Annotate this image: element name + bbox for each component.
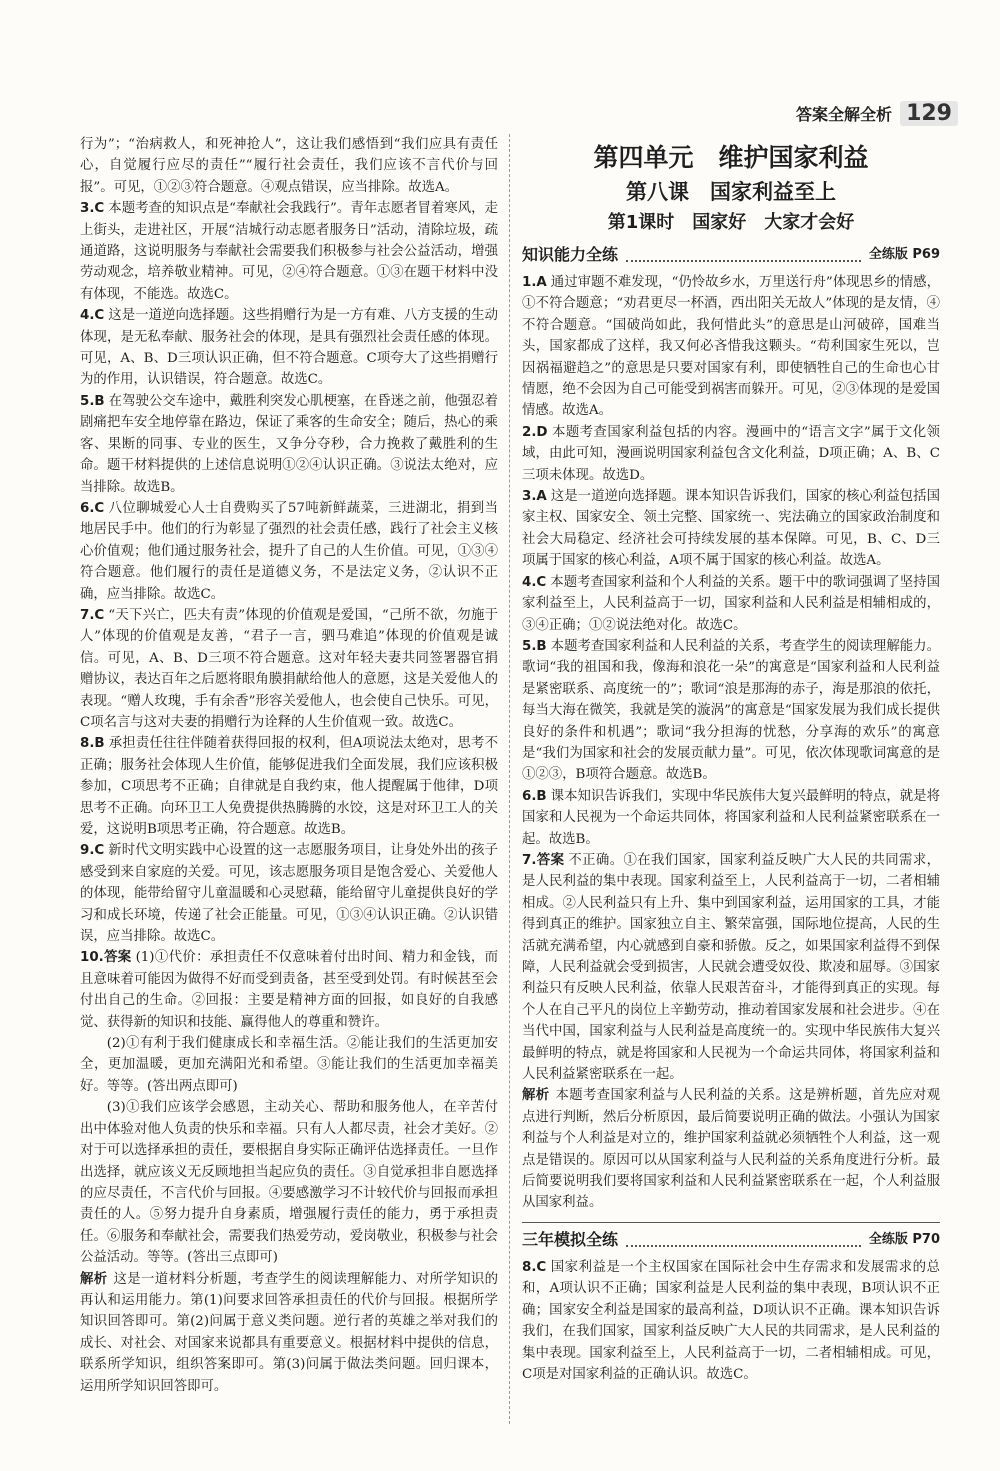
answer-10 bbox=[80, 947, 498, 1033]
r-answer-6-text: 课本知识告诉我们，实现中华民族伟大复兴最鲜明的特点，就是将国家和人民视为一个命运共同体，将国家利益和人民利益紧密联系在一起。故选B。 bbox=[522, 788, 940, 847]
analysis-text: 这是一道材料分析题，考查学生的阅读理解能力、对所学知识的再认和运用能力。第(1)问要求回答承担责任的代价与回报。根据所学知识回答即可。第(2)问属于意义类问题。逆行者的英雄之举对我们的成长、对社会、对国家来说都具有重要意义。根据材料中提供的信息，联系所学知识，组织答案即可。第(3)问属于做法类问题。回归课本，运用所学知识回答即可。 bbox=[80, 1271, 499, 1394]
answer-10-part2: (2)①有利于我们健康成长和幸福生活。②能让我们的生活更加安全，更加温暖，更加充满阳光和希望。③能让我们的生活更加幸福美好。等等。(答出两点即可) bbox=[80, 1036, 498, 1094]
r-answer-1 bbox=[522, 272, 940, 422]
lesson-title: 第八课 国家利益至上 bbox=[626, 180, 836, 204]
answer-8 bbox=[80, 733, 498, 840]
r-answer-1-text: 通过审题不难发现，“仍怜故乡水，万里送行舟”体现思乡的情感，①不符合题意；“劝君更尽一杯酒，西出阳关无故人”体现的是友情，④不符合题意。“国破尚如此，我何惜此头”的意思是山河破碎，国难当头，国家都成了这样，我又何必吝惜我这颗头。“苟利国家生死以，岂因祸福避趋之”的意思是只要对国家有利，即使牺牲自己的生命也心甘情愿，绝不会因为自己可能受到祸害而躲开。可见，②③体现的是爱国情感。故选A。 bbox=[522, 275, 940, 419]
answer-3-number: 3.C bbox=[80, 201, 105, 217]
r-answer-2-text: 本题考查国家利益包括的内容。漫画中的“语言文字”属于文化领域，由此可知，漫画说明国家利益包含文化利益，D项正确；A、B、C三项未体现。故选D。 bbox=[522, 424, 940, 483]
section-ref: 全练版 P70 bbox=[868, 1232, 940, 1248]
answer-10-part3: (3)①我们应该学会感恩，主动关心、帮助和服务他人，在辛苦付出中体验对他人负责的快乐和幸福。只有人人都尽责，社会才美好。②对于可以选择承担的责任，要根据自身实际正确评估选择责任。一旦作出选择，就应该义无反顾地担当起应负的责任。③自觉承担非自愿选择的应尽责任，不言代价与回报。④要感激学习不计较代价与回报而承担责任的人。⑤努力提升自身素质，增强履行责任的能力，勇于承担责任。⑥服务和奉献社会，需要我们热爱劳动，爱岗敬业，积极参与社会公益活动。等等。(答出三点即可) bbox=[80, 1100, 498, 1266]
page-number: 129 bbox=[900, 101, 958, 126]
r-answer-3-text: 这是一道逆向选择题。课本知识告诉我们，国家的核心利益包括国家主权、国家安全、领土完整、国家统一、宪法确立的国家政治制度和社会大局稳定、经济社会可持续发展的基本保障。可见，B、C、D三项属于国家的核心利益，A项不属于国家的核心利益。故选A。 bbox=[522, 489, 940, 569]
column-divider bbox=[509, 134, 510, 1424]
r-answer-8-text: 国家利益是一个主权国家在国际社会中生存需求和发展需求的总和，A项认识不正确；国家利益是人民利益的集中表现，B项认识不正确；国家安全利益是国家的最高利益，D项认识不正确。课本知识告诉我们，在我们国家，国家利益反映广大人民的共同需求，是人民利益的集中表现。国家利益至上，人民利益高于一切，二者相辅相成。可见，C项是对国家利益的正确认识。故选C。 bbox=[522, 1259, 940, 1382]
answer-4 bbox=[80, 305, 498, 391]
r-answer-3 bbox=[522, 486, 940, 572]
q2-continuation: 行为”；“治病救人，和死神抢人”，这让我们感悟到“我们应具有责任心，自觉履行应尽的责任”“履行社会责任，我们应该不言代价与回报”。可见，①②③符合题意。④观点错误，应当排除。故选A。 bbox=[80, 137, 498, 195]
answer-9-number: 9.C bbox=[80, 843, 105, 859]
r-answer-8-number: 8.C bbox=[522, 1259, 547, 1275]
r-answer-1-number: 1.A bbox=[522, 275, 547, 290]
section-dots bbox=[626, 248, 861, 262]
r-analysis-label: 解析 bbox=[522, 1088, 550, 1104]
period-title: 第1课时 国家好 大家才会好 bbox=[607, 212, 855, 233]
r-answer-6-number: 6.B bbox=[522, 788, 547, 804]
section-three-year-mock bbox=[522, 1222, 940, 1253]
page-header bbox=[796, 96, 958, 130]
r-answer-8 bbox=[522, 1257, 940, 1385]
unit-title: 第四单元 维护国家利益 bbox=[593, 143, 869, 172]
section-knowledge-ability bbox=[522, 242, 940, 268]
section-ref: 全练版 P69 bbox=[868, 247, 940, 263]
answer-4-number: 4.C bbox=[80, 308, 105, 324]
answer-9 bbox=[80, 840, 498, 947]
section-name: 三年模拟全练 bbox=[522, 1230, 619, 1250]
r-answer-3-number: 3.A bbox=[522, 489, 547, 505]
answer-8-text: 承担责任往往伴随着获得回报的权利，但A项说法太绝对，思考不正确；服务社会体现人生价值，能够促进我们全面发展，我们应该积极参加，C项思考不正确；自律就是自我约束，他人提醒属于他律，D项思考不正确。向环卫工人免费提供热腾腾的水饺，这是对环卫工人的关爱，这说明B项思考正确，符合题意。故选B。 bbox=[80, 736, 498, 837]
section-dots bbox=[626, 1233, 861, 1247]
r-answer-5-text: 本题考查国家利益和人民利益的关系，考查学生的阅读理解能力。歌词“我的祖国和我，像海和浪花一朵”的寓意是“国家利益和人民利益是紧密联系、高度统一的”；歌词“浪是那海的赤子，海是那浪的依托，每当大海在微笑，我就是笑的漩涡”的寓意是“国家发展为我们成长提供良好的条件和机遇”；歌词“我分担海的忧愁，分享海的欢乐”的寓意是“我们为国家和社会的发展贡献力量”。可见，依次体现歌词寓意的是①②③，B项符合题意。故选B。 bbox=[522, 638, 940, 783]
answer-7 bbox=[80, 605, 498, 733]
answer-10-number: 10.答案 bbox=[80, 950, 132, 966]
r-answer-7-number: 7.答案 bbox=[522, 852, 565, 868]
answer-5-text: 在驾驶公交车途中，戴胜利突发心肌梗塞，在昏迷之前，他强忍着剧痛把车安全地停靠在路边，保证了乘客的生命安全；随后，热心的乘客、果断的同事、专业的医生，又争分夺秒，合力挽救了戴胜利的生命。题干材料提供的上述信息说明①②④认识正确。③说法太绝对，应当排除。故选B。 bbox=[80, 393, 498, 495]
r-answer-6 bbox=[522, 786, 940, 850]
answer-6 bbox=[80, 498, 498, 605]
answer-5-number: 5.B bbox=[80, 393, 105, 409]
section-name: 知识能力全练 bbox=[522, 245, 619, 265]
left-column bbox=[80, 134, 498, 1397]
answer-6-text: 八位聊城爱心人士自费购买了57吨新鲜蔬菜，三进湖北，捐到当地居民手中。他们的行为彰显了强烈的社会责任感，践行了社会主义核心价值观；他们通过服务社会，提升了自己的人生价值。可见，①③④符合题意。他们履行的责任是道德义务，不是法定义务，②认识不正确，应当排除。故选C。 bbox=[80, 500, 498, 602]
r-answer-7-text: 不正确。①在我们国家，国家利益反映广大人民的共同需求，是人民利益的集中表现。国家利益至上，人民利益高于一切，二者相辅相成。②人民利益只有上升、集中到国家利益，运用国家的工具，才能得到真正的维护。国家独立自主、繁荣富强，国际地位提高，人民的生活就充满希望，内心就感到自豪和骄傲。反之，如果国家利益得不到保障，人民利益就会受到损害，人民就会遭受奴役、欺凌和屈辱。③国家利益只有反映人民利益，依靠人民艰苦奋斗，才能得到真正的实现。每个人在自己平凡的岗位上辛勤劳动，推动着国家发展和社会进步。④在当代中国，国家利益与人民利益是高度统一的。实现中华民族伟大复兴最鲜明的特点，就是将国家和人民视为一个命运共同体，将国家利益和人民利益紧密联系在一起。 bbox=[522, 852, 941, 1083]
answer-10-part1: (1)①代价：承担责任不仅意味着付出时间、精力和金钱，而且意味着可能因为做得不好而受到责备，甚至受到处罚。有时候甚至会付出自己的生命。②回报：主要是精神方面的回报，如良好的自我感觉、获得新的知识和技能、赢得他人的尊重和赞许。 bbox=[80, 950, 498, 1030]
answer-7-number: 7.C bbox=[80, 607, 105, 623]
r-analysis-text: 本题考查国家利益与人民利益的关系。这是辨析题，首先应对观点进行判断，然后分析原因，最后简要说明正确的做法。小强认为国家利益与个人利益是对立的，维护国家利益就必须牺牲个人利益，这一观点是错误的。原因可以从国家利益与人民利益的关系角度进行分析。最后简要说明我们要将国家利益和人民利益紧密联系在一起，个人利益服从国家利益。 bbox=[522, 1088, 941, 1211]
header-title: 答案全解全析 bbox=[796, 104, 893, 124]
answer-6-number: 6.C bbox=[80, 500, 105, 516]
r-answer-2-number: 2.D bbox=[522, 424, 548, 440]
answer-7-text: “天下兴亡，匹夫有责”体现的价值观是爱国，“己所不欲，勿施于人”体现的价值观是友善，“君子一言，驷马难追”体现的价值观是诚信。可见，A、B、D三项不符合题意。这对年轻夫妻共同签署器官捐赠协议，表达百年之后愿将眼角膜捐献给他人的意愿，这是关爱他人的表现。“赠人玫瑰，手有余香”形容关爱他人，也会使自己快乐。可见，C项名言与这对夫妻的捐赠行为诠释的人生价值观一致。故选C。 bbox=[80, 607, 498, 730]
answer-4-text: 这是一道逆向选择题。这些捐赠行为是一方有难、八方支援的生动体现，是无私奉献、服务社会的体现，是具有强烈社会责任感的体现。可见，A、B、D三项认识正确，但不符合题意。C项夸大了这些捐赠行为的作用，认识错误，符合题意。故选C。 bbox=[80, 308, 498, 388]
r-answer-4 bbox=[522, 572, 940, 636]
r-answer-7 bbox=[522, 850, 940, 1085]
answer-8-number: 8.B bbox=[80, 736, 105, 752]
r-answer-4-text: 本题考查国家利益和个人利益的关系。题干中的歌词强调了坚持国家利益至上，人民利益高于一切，国家利益和人民利益是相辅相成的，③④正确；①②说法绝对化。故选C。 bbox=[522, 574, 940, 633]
answer-3 bbox=[80, 198, 498, 305]
r-answer-5 bbox=[522, 636, 940, 786]
r-answer-5-number: 5.B bbox=[522, 638, 547, 654]
answer-3-text: 本题考查的知识点是“奉献社会我践行”。青年志愿者冒着寒风，走上街头，走进社区，开展“洁城行动志愿者服务日”活动，清除垃圾，疏通道路，这说明服务与奉献社会需要我们积极参与社会公益活动，增强劳动观念，培养敬业精神。可见，②④符合题意。①③在题干材料中没有体现，不能选。故选C。 bbox=[80, 201, 498, 302]
right-column bbox=[522, 140, 940, 1385]
r-answer-7-analysis bbox=[522, 1085, 940, 1213]
answer-9-text: 新时代文明实践中心设置的这一志愿服务项目，让身处外出的孩子感受到来自家庭的关爱。可见，该志愿服务项目是饱含爱心、关爱他人的体现，能带给留守儿童温暖和心灵慰藉，能给留守儿童提供良好的学习和成长环境，传递了社会正能量。可见，①③④认识正确。②认识错误，应当排除。故选C。 bbox=[80, 843, 498, 945]
answer-5 bbox=[80, 391, 498, 498]
r-answer-4-number: 4.C bbox=[522, 574, 547, 590]
r-answer-2 bbox=[522, 422, 940, 486]
answer-10-analysis bbox=[80, 1269, 498, 1397]
analysis-label: 解析 bbox=[80, 1271, 108, 1287]
